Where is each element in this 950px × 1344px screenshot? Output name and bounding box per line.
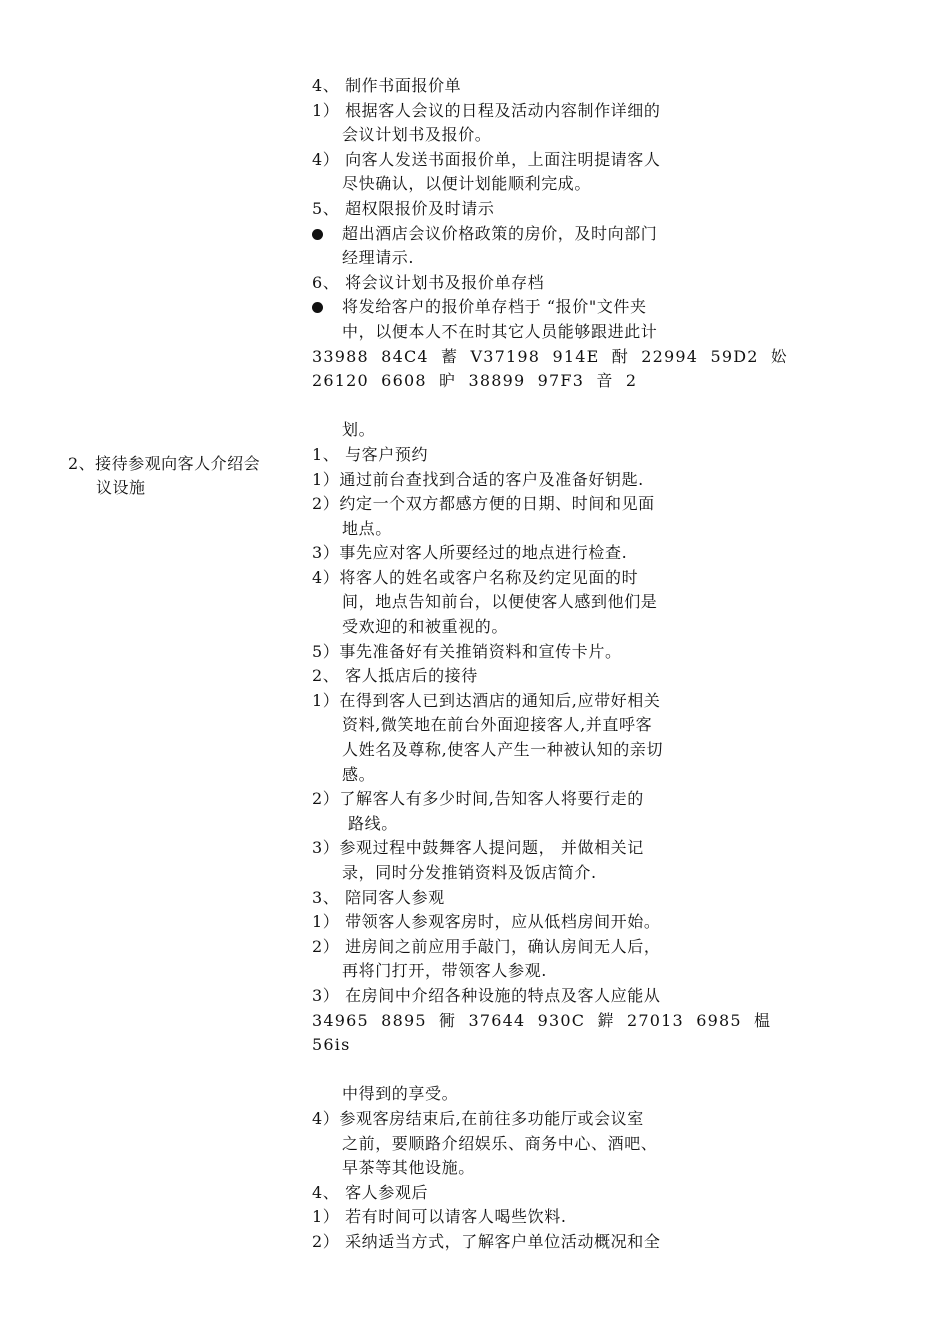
list-item-continuation: 划。 bbox=[342, 420, 376, 440]
list-item: 5、 超权限报价及时请示 bbox=[312, 198, 495, 218]
list-item-continuation: 之前，要顺路介绍娱乐、商务中心、酒吧、 bbox=[342, 1133, 658, 1153]
bullet-item bbox=[312, 295, 722, 320]
list-item: 4、 制作书面报价单 bbox=[312, 76, 462, 95]
list-item-continuation: 中得到的享受。 bbox=[342, 1084, 459, 1104]
bullet-item bbox=[312, 222, 722, 247]
list-item-continuation: 会议计划书及报价。 bbox=[342, 125, 492, 145]
blank-line bbox=[312, 1058, 722, 1083]
blank-line bbox=[312, 394, 722, 419]
list-item-continuation: 早茶等其他设施。 bbox=[342, 1158, 475, 1178]
list-item: 1）在得到客人已到达酒店的通知后,应带好相关 bbox=[312, 690, 661, 710]
list-item-continuation: 受欢迎的和被重视的。 bbox=[342, 617, 509, 637]
list-item-continuation: 地点。 bbox=[342, 518, 392, 538]
list-item: 2）约定一个双方都感方便的日期、时间和见面 bbox=[312, 494, 655, 514]
list-item: 4） 向客人发送书面报价单，上面注明提请客人 bbox=[312, 149, 661, 169]
list-item-continuation: 感。 bbox=[342, 764, 376, 784]
procedure-lines bbox=[312, 74, 789, 1255]
list-item-continuation: 再将门打开，带领客人参观. bbox=[342, 961, 547, 981]
section-heading bbox=[68, 452, 304, 500]
list-item-continuation: 间，地点告知前台，以便使客人感到他们是 bbox=[342, 592, 658, 612]
list-item: 2） 采纳适当方式，了解客户单位活动概况和全 bbox=[312, 1231, 661, 1251]
bullet-text: 超出酒店会议价格政策的房价，及时向部门 bbox=[342, 223, 658, 243]
bullet-icon bbox=[312, 229, 323, 240]
list-item: 6、 将会议计划书及报价单存档 bbox=[312, 272, 545, 292]
list-item: 1） 根据客人会议的日程及活动内容制作详细的 bbox=[312, 100, 661, 120]
list-item: 2） 进房间之前应用手敲门，确认房间无人后， bbox=[312, 936, 661, 956]
list-item: 2、 客人抵店后的接待 bbox=[312, 666, 478, 686]
list-item: 5）事先准备好有关推销资料和宣传卡片。 bbox=[312, 641, 622, 661]
list-item: 4）参观客房结束后,在前往多功能厅或会议室 bbox=[312, 1108, 644, 1128]
list-item-continuation: 路线。 bbox=[348, 813, 398, 833]
list-item-continuation: 资料,微笑地在前台外面迎接客人,并直呼客 bbox=[342, 715, 653, 735]
list-item: 3） 在房间中介绍各种设施的特点及客人应能从 bbox=[312, 985, 661, 1005]
section-heading-line-1: 2、接待参观向客人介绍会 bbox=[68, 454, 261, 473]
procedure-text-column bbox=[312, 74, 789, 1255]
list-item: 3）参观过程中鼓舞客人提问题， 并做相关记 bbox=[312, 838, 644, 858]
bullet-text: 将发给客户的报价单存档于 “报价"文件夹 bbox=[342, 297, 647, 317]
list-item-continuation: 尽快确认，以便计划能顺利完成。 bbox=[342, 174, 592, 194]
list-item-continuation: 录，同时分发推销资料及饭店简介. bbox=[342, 863, 597, 882]
list-item: 3）事先应对客人所要经过的地点进行检查. bbox=[312, 543, 628, 563]
list-item: 2）了解客人有多少时间,告知客人将要行走的 bbox=[312, 789, 644, 809]
list-item-continuation: 人姓名及尊称,使客人产生一种被认知的亲切 bbox=[342, 740, 664, 760]
code-line: 56is bbox=[312, 1035, 351, 1055]
list-item-continuation: 经理请示. bbox=[342, 248, 415, 268]
bullet-icon bbox=[312, 302, 323, 313]
code-line: 33988 84C4 蓄 V37198 914E 酎 22994 59D2 妐 bbox=[312, 346, 789, 366]
list-item: 1） 若有时间可以请客人喝些饮料. bbox=[312, 1207, 567, 1227]
list-item: 1）通过前台查找到合适的客户及准备好钥匙. bbox=[312, 469, 644, 489]
list-item: 4、 客人参观后 bbox=[312, 1182, 429, 1202]
list-item: 4）将客人的姓名或客户名称及约定见面的时 bbox=[312, 567, 639, 587]
section-heading-line-2: 议设施 bbox=[96, 478, 146, 497]
list-item: 3、 陪同客人参观 bbox=[312, 887, 445, 907]
list-item: 1） 带领客人参观客房时，应从低档房间开始。 bbox=[312, 912, 661, 932]
list-item: 1、 与客户预约 bbox=[312, 444, 429, 464]
code-line: 34965 8895 衕 37644 930C 錌 27013 6985 榅 bbox=[312, 1010, 772, 1030]
code-line: 26120 6608 昈 38899 97F3 音 2 bbox=[312, 371, 638, 391]
list-item-continuation: 中，以便本人不在时其它人员能够跟进此计 bbox=[342, 321, 658, 341]
